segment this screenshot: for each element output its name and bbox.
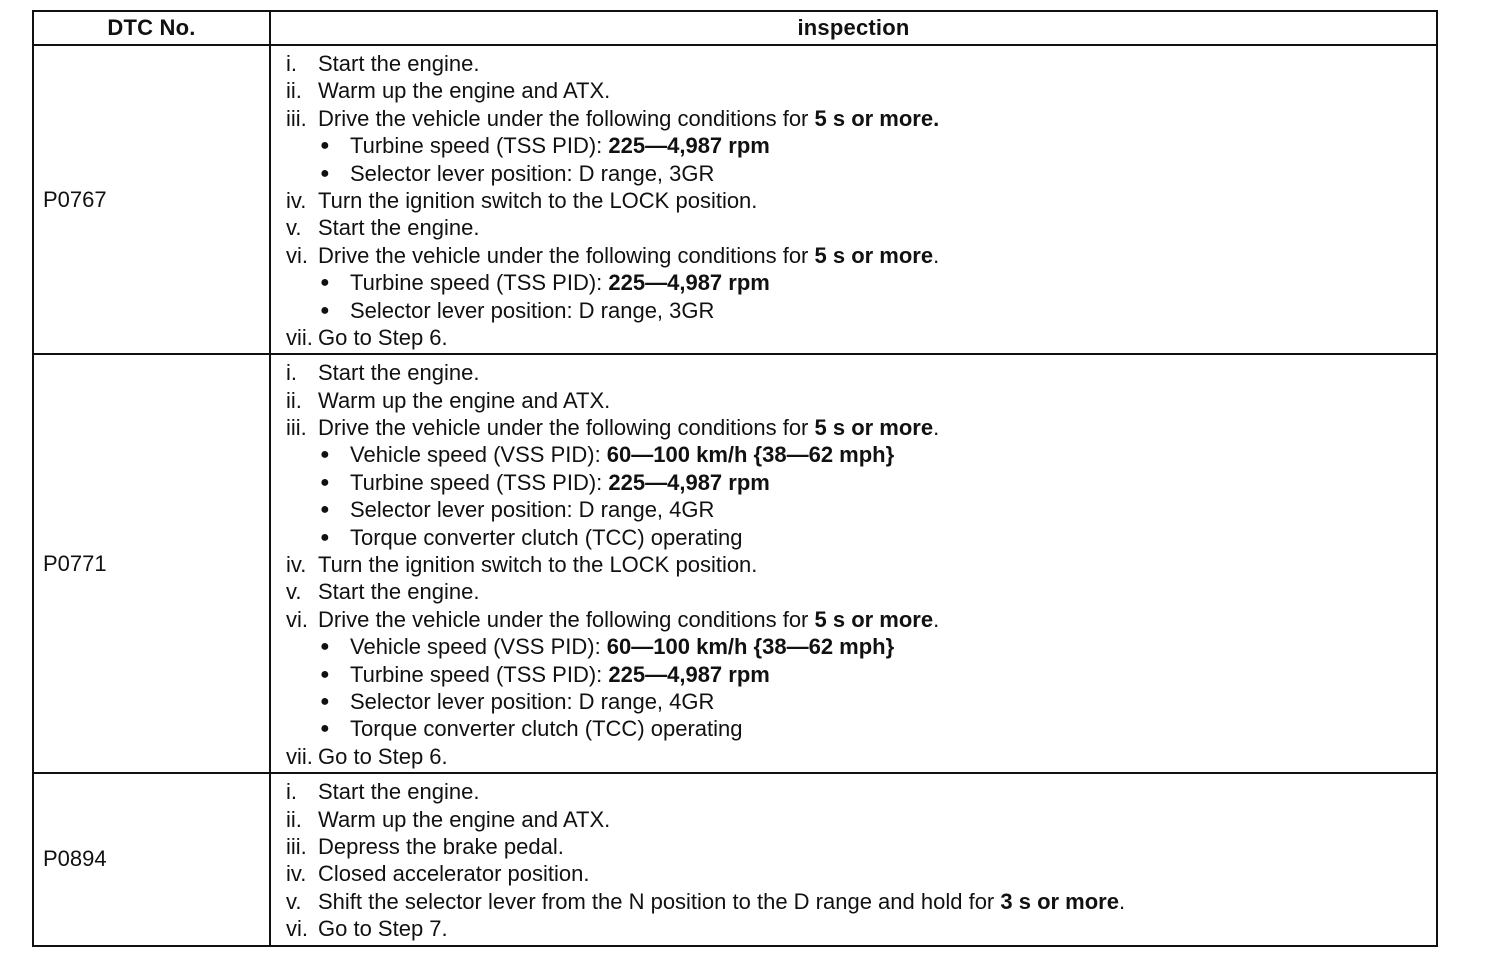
step-text: Selector lever position: D range, 3GR xyxy=(350,160,715,186)
step-text: Drive the vehicle under the following conditions for xyxy=(318,606,815,632)
step-text: Selector lever position: D range, 4GR xyxy=(350,688,715,714)
table-row xyxy=(33,354,1437,773)
step-text-group xyxy=(318,860,589,887)
condition-bullet xyxy=(286,524,1436,551)
step-emphasis: 60—100 km/h {38—62 mph} xyxy=(606,442,895,468)
dtc-inspection-table xyxy=(32,10,1438,947)
step-number: iii. xyxy=(286,415,307,441)
step-number: iv. xyxy=(286,187,307,213)
step-text-group xyxy=(318,806,610,833)
bullet-icon: ● xyxy=(320,164,330,182)
condition-bullet xyxy=(286,469,1436,496)
procedure-step xyxy=(286,414,1436,441)
step-text: Vehicle speed (VSS PID): xyxy=(350,634,607,660)
step-text-group xyxy=(318,105,939,132)
procedure-step xyxy=(286,915,1436,942)
condition-bullet xyxy=(286,297,1436,324)
step-number: vi. xyxy=(286,242,308,268)
step-number: ii. xyxy=(286,387,302,413)
step-text: Warm up the engine and ATX. xyxy=(318,387,611,413)
step-text: Torque converter clutch (TCC) operating xyxy=(350,524,743,550)
dtc-code: P0767 xyxy=(33,45,270,354)
bullet-icon: ● xyxy=(320,638,330,656)
step-emphasis: 60—100 km/h {38—62 mph} xyxy=(606,634,895,660)
condition-bullet xyxy=(286,160,1436,187)
step-number: i. xyxy=(286,51,297,76)
bullet-icon: ● xyxy=(320,301,330,319)
step-emphasis: 5 s or more xyxy=(814,242,934,268)
step-text: Start the engine. xyxy=(318,215,480,241)
step-number: v. xyxy=(286,579,302,605)
inspection-steps xyxy=(270,354,1437,773)
step-text: Start the engine. xyxy=(318,579,480,605)
step-text-group xyxy=(318,214,479,241)
condition-bullet xyxy=(286,715,1436,742)
dtc-code: P0894 xyxy=(33,773,270,945)
table-header-row xyxy=(33,11,1437,45)
step-number: iii. xyxy=(286,105,307,131)
step-text: Shift the selector lever from the N position to the D range and hold for xyxy=(318,888,1001,914)
step-text: Start the engine. xyxy=(318,51,480,76)
step-text-group xyxy=(318,324,448,351)
step-number: v. xyxy=(286,215,302,241)
step-emphasis: 225—4,987 rpm xyxy=(608,661,770,687)
step-number: iii. xyxy=(286,833,307,859)
step-text-group xyxy=(350,524,743,551)
step-text-group xyxy=(318,606,939,633)
procedure-step xyxy=(286,860,1436,887)
step-text: Depress the brake pedal. xyxy=(318,833,564,859)
step-emphasis: 225—4,987 rpm xyxy=(608,133,770,159)
dtc-code: P0771 xyxy=(33,354,270,773)
procedure-step xyxy=(286,105,1436,132)
step-text-group xyxy=(318,359,479,386)
procedure-step xyxy=(286,833,1436,860)
step-emphasis: 5 s or more xyxy=(814,415,934,441)
step-number: iv. xyxy=(286,861,307,887)
inspection-header: inspection xyxy=(270,11,1437,45)
step-text: Warm up the engine and ATX. xyxy=(318,806,611,832)
step-text-group xyxy=(318,743,448,770)
bullet-icon: ● xyxy=(320,692,330,710)
step-text-group xyxy=(350,661,770,688)
step-number: vi. xyxy=(286,916,308,942)
step-number: v. xyxy=(286,888,302,914)
step-text: Turbine speed (TSS PID): xyxy=(350,133,609,159)
step-text-group xyxy=(318,915,448,942)
step-text: Selector lever position: D range, 3GR xyxy=(350,297,715,323)
condition-bullet xyxy=(286,496,1436,523)
step-suffix: . xyxy=(933,415,940,441)
step-text: Turbine speed (TSS PID): xyxy=(350,661,609,687)
procedure-step xyxy=(286,214,1436,241)
step-text: Vehicle speed (VSS PID): xyxy=(350,442,607,468)
bullet-icon: ● xyxy=(320,274,330,292)
step-text-group xyxy=(350,688,714,715)
step-number: vii. xyxy=(286,743,313,769)
step-suffix: . xyxy=(933,606,940,632)
condition-bullet xyxy=(286,688,1436,715)
table-row xyxy=(33,773,1437,945)
bullet-icon: ● xyxy=(320,446,330,464)
dtc-no-header: DTC No. xyxy=(33,11,270,45)
step-text: Drive the vehicle under the following conditions for xyxy=(318,242,815,268)
step-text: Start the engine. xyxy=(318,360,480,386)
procedure-step xyxy=(286,187,1436,214)
procedure-step xyxy=(286,888,1436,915)
table-body xyxy=(33,45,1437,946)
step-text: Turn the ignition switch to the LOCK position. xyxy=(318,552,758,578)
step-text-group xyxy=(318,833,564,860)
step-text: Go to Step 7. xyxy=(318,916,448,942)
bullet-icon: ● xyxy=(320,528,330,546)
step-text-group xyxy=(350,469,770,496)
bullet-icon: ● xyxy=(320,665,330,683)
step-text: Selector lever position: D range, 4GR xyxy=(350,497,715,523)
condition-bullet xyxy=(286,441,1436,468)
step-text-group xyxy=(350,496,714,523)
bullet-icon: ● xyxy=(320,720,330,738)
step-text: Go to Step 6. xyxy=(318,743,448,769)
step-text: Turbine speed (TSS PID): xyxy=(350,270,609,296)
step-number: ii. xyxy=(286,78,302,104)
inspection-steps xyxy=(270,773,1437,945)
step-text-group xyxy=(318,242,939,269)
condition-bullet xyxy=(286,633,1436,660)
step-text: Closed accelerator position. xyxy=(318,861,590,887)
step-text: Drive the vehicle under the following conditions for xyxy=(318,105,815,131)
procedure-step xyxy=(286,551,1436,578)
step-text-group xyxy=(318,551,757,578)
step-text-group xyxy=(350,297,714,324)
step-text-group xyxy=(350,715,743,742)
step-text-group xyxy=(318,387,610,414)
step-number: vi. xyxy=(286,606,308,632)
step-text-group xyxy=(350,633,894,660)
procedure-step xyxy=(286,50,1436,77)
step-emphasis: 225—4,987 rpm xyxy=(608,270,770,296)
bullet-icon: ● xyxy=(320,137,330,155)
step-text: Turbine speed (TSS PID): xyxy=(350,469,609,495)
procedure-step xyxy=(286,387,1436,414)
step-number: ii. xyxy=(286,806,302,832)
condition-bullet xyxy=(286,269,1436,296)
procedure-step xyxy=(286,578,1436,605)
procedure-step xyxy=(286,242,1436,269)
step-text-group xyxy=(318,778,479,805)
step-number: iv. xyxy=(286,552,307,578)
step-number: i. xyxy=(286,360,297,386)
step-text: Drive the vehicle under the following conditions for xyxy=(318,415,815,441)
step-emphasis: 5 s or more. xyxy=(814,105,940,131)
procedure-step xyxy=(286,359,1436,386)
step-text-group xyxy=(318,888,1125,915)
bullet-icon: ● xyxy=(320,501,330,519)
step-text: Turn the ignition switch to the LOCK position. xyxy=(318,187,758,213)
procedure-step xyxy=(286,324,1436,351)
step-text-group xyxy=(350,269,770,296)
step-text: Warm up the engine and ATX. xyxy=(318,78,611,104)
step-suffix: . xyxy=(1118,888,1126,914)
step-text-group xyxy=(350,132,770,159)
procedure-step xyxy=(286,77,1436,104)
step-number: vii. xyxy=(286,324,313,350)
step-emphasis: 3 s or more xyxy=(1000,888,1119,914)
step-text-group xyxy=(318,578,479,605)
condition-bullet xyxy=(286,132,1436,159)
step-suffix: . xyxy=(933,242,940,268)
step-text-group xyxy=(350,441,894,468)
step-emphasis: 5 s or more xyxy=(814,606,934,632)
step-emphasis: 225—4,987 rpm xyxy=(608,469,770,495)
step-text: Start the engine. xyxy=(318,779,480,805)
condition-bullet xyxy=(286,661,1436,688)
inspection-steps xyxy=(270,45,1437,354)
procedure-step xyxy=(286,806,1436,833)
procedure-step xyxy=(286,778,1436,805)
step-text-group xyxy=(318,50,479,77)
step-text-group xyxy=(318,414,939,441)
step-text-group xyxy=(350,160,714,187)
procedure-step xyxy=(286,743,1436,770)
bullet-icon: ● xyxy=(320,473,330,491)
step-text: Torque converter clutch (TCC) operating xyxy=(350,716,743,742)
table-row xyxy=(33,45,1437,354)
step-text-group xyxy=(318,77,610,104)
step-text-group xyxy=(318,187,757,214)
procedure-step xyxy=(286,606,1436,633)
step-number: i. xyxy=(286,779,297,805)
step-text: Go to Step 6. xyxy=(318,324,448,350)
